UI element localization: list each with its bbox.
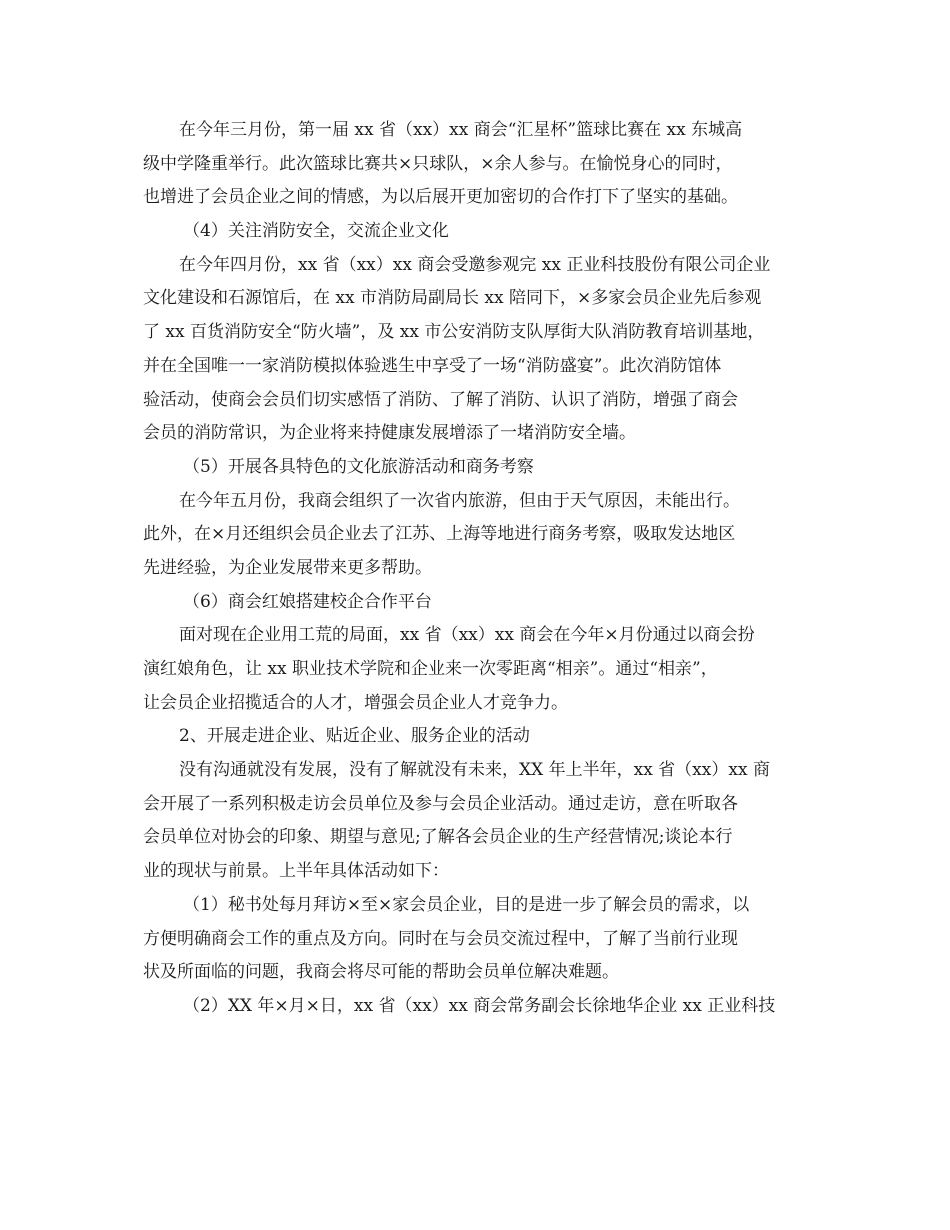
paragraph-line: 状及所面临的问题，我商会将尽可能的帮助会员单位解决难题。 <box>143 962 619 983</box>
paragraph-line: 业的现状与前景。上半年具体活动如下： <box>143 861 449 882</box>
paragraph-line: 此外，在×月还组织会员企业去了江苏、上海等地进行商务考察，吸取发达地区 <box>143 524 736 545</box>
paragraph-line: 了 xx 百货消防安全“防火墙”，及 xx 市公安消防支队厚街大队消防教育培训基地， <box>143 322 765 343</box>
section-heading: 2、开展走进企业、贴近企业、服务企业的活动 <box>179 726 530 747</box>
paragraph-line: 验活动，使商会会员们切实感悟了消防、了解了消防、认识了消防，增强了商会 <box>143 389 738 410</box>
section-heading: （5）开展各具特色的文化旅游活动和商务考察 <box>183 456 534 477</box>
paragraph-line: 方便明确商会工作的重点及方向。同时在与会员交流过程中，了解了当前行业现 <box>143 928 738 949</box>
paragraph-line: 让会员企业招揽适合的人才，增强会员企业人才竞争力。 <box>143 692 568 713</box>
paragraph-line: 会员单位对协会的印象、期望与意见;了解各会员企业的生产经营情况;谈论本行 <box>143 827 733 848</box>
document-body <box>143 114 823 1024</box>
paragraph-line: 在今年四月份，xx 省（xx）xx 商会受邀参观完 xx 正业科技股份有限公司企业 <box>179 254 771 275</box>
paragraph-line: （1）秘书处每月拜访×至×家会员企业，目的是进一步了解会员的需求，以 <box>183 894 750 915</box>
paragraph-line: 在今年三月份，第一届 xx 省（xx）xx 商会“汇星杯”篮球比赛在 xx 东城高 <box>179 120 743 140</box>
paragraph-line: （2）XX 年×月×日，xx 省（xx）xx 商会常务副会长徐地华企业 xx 正业科技 <box>183 995 776 1016</box>
paragraph-line: 会员的消防常识，为企业将来持健康发展增添了一堵消防安全墙。 <box>143 423 636 444</box>
paragraph-line: 面对现在企业用工荒的局面，xx 省（xx）xx 商会在今年×月份通过以商会扮 <box>179 625 755 646</box>
section-heading: （4）关注消防安全，交流企业文化 <box>183 221 449 242</box>
section-heading: （6）商会红娘搭建校企合作平台 <box>183 591 432 612</box>
paragraph-line: 演红娘角色，让 xx 职业技术学院和企业来一次零距离“相亲”。通过“相亲”， <box>143 659 718 679</box>
paragraph-line: 级中学隆重举行。此次篮球比赛共×只球队，×余人参与。在愉悦身心的同时， <box>143 153 733 174</box>
paragraph-line: 没有沟通就没有发展，没有了解就没有未来，XX 年上半年，xx 省（xx）xx 商 <box>179 760 770 781</box>
paragraph-line: 会开展了一系列积极走访会员单位及参与会员企业活动。通过走访，意在听取各 <box>143 793 738 814</box>
paragraph-line: 文化建设和石源馆后，在 xx 市消防局副局长 xx 陪同下，×多家会员企业先后参观 <box>143 288 762 309</box>
paragraph-line: 先进经验，为企业发展带来更多帮助。 <box>143 557 432 578</box>
paragraph-line: 在今年五月份，我商会组织了一次省内旅游，但由于天气原因，未能出行。 <box>179 490 740 511</box>
paragraph-line: 也增进了会员企业之间的情感，为以后展开更加密切的合作打下了坚实的基础。 <box>143 187 738 208</box>
paragraph-line: 并在全国唯一一家消防模拟体验逃生中享受了一场“消防盛宴”。此次消防馆体 <box>143 355 722 376</box>
